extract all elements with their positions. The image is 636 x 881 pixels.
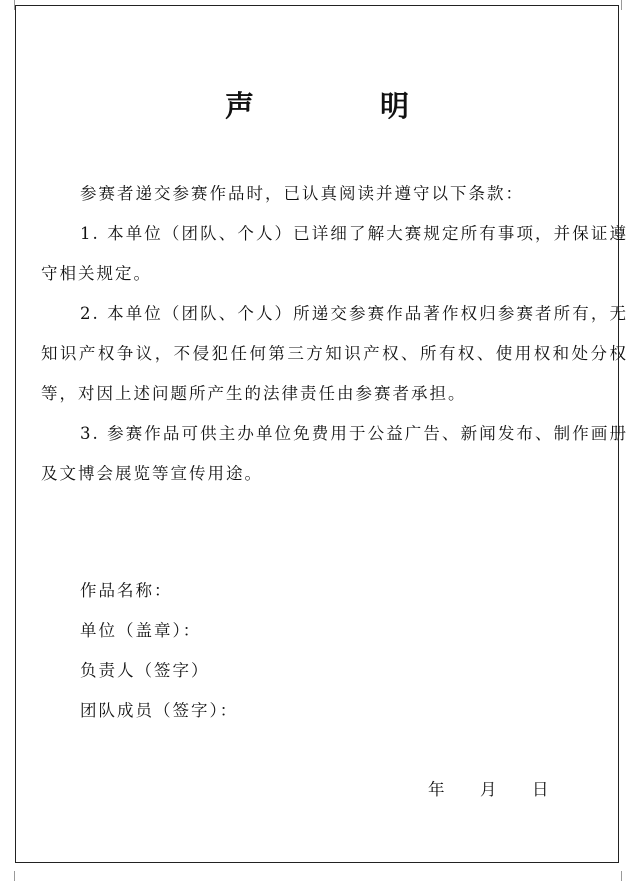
field-unit-seal: 单位（盖章）： [80,621,202,640]
intro-paragraph: 参赛者递交参赛作品时，已认真阅读并遵守以下条款： [80,184,524,203]
crop-mark-bottom-left [4,871,15,881]
date-month-label: 月 [480,780,497,799]
date-line [428,776,549,804]
crop-mark-top-left [4,0,15,10]
clause-3: 3. 参赛作品可供主办单位免费用于公益广告、新闻发布、制作画册及文博会展览等宣传用途。 [41,424,628,483]
document-title: 声 明 [224,89,468,123]
clause-1: 1. 本单位（团队、个人）已详细了解大赛规定所有事项，并保证遵守相关规定。 [41,224,628,283]
document-page [15,5,628,863]
field-responsible-signature: 负责人（签字） [80,661,210,680]
signature-fields [80,571,238,731]
crop-mark-bottom-right [621,871,632,881]
document-body [41,174,628,494]
clause-2: 2. 本单位（团队、个人）所递交参赛作品著作权归参赛者所有，无知识产权争议，不侵犯任何第三方知识产权、所有权、使用权和处分权等，对因上述问题所产生的法律责任由参赛者承担。 [41,304,628,403]
field-team-members-signature: 团队成员（签字）： [80,701,239,720]
field-work-name: 作品名称： [80,581,173,600]
crop-mark-top-right [621,0,632,10]
date-year-label: 年 [428,780,445,799]
date-day-label: 日 [532,780,549,799]
